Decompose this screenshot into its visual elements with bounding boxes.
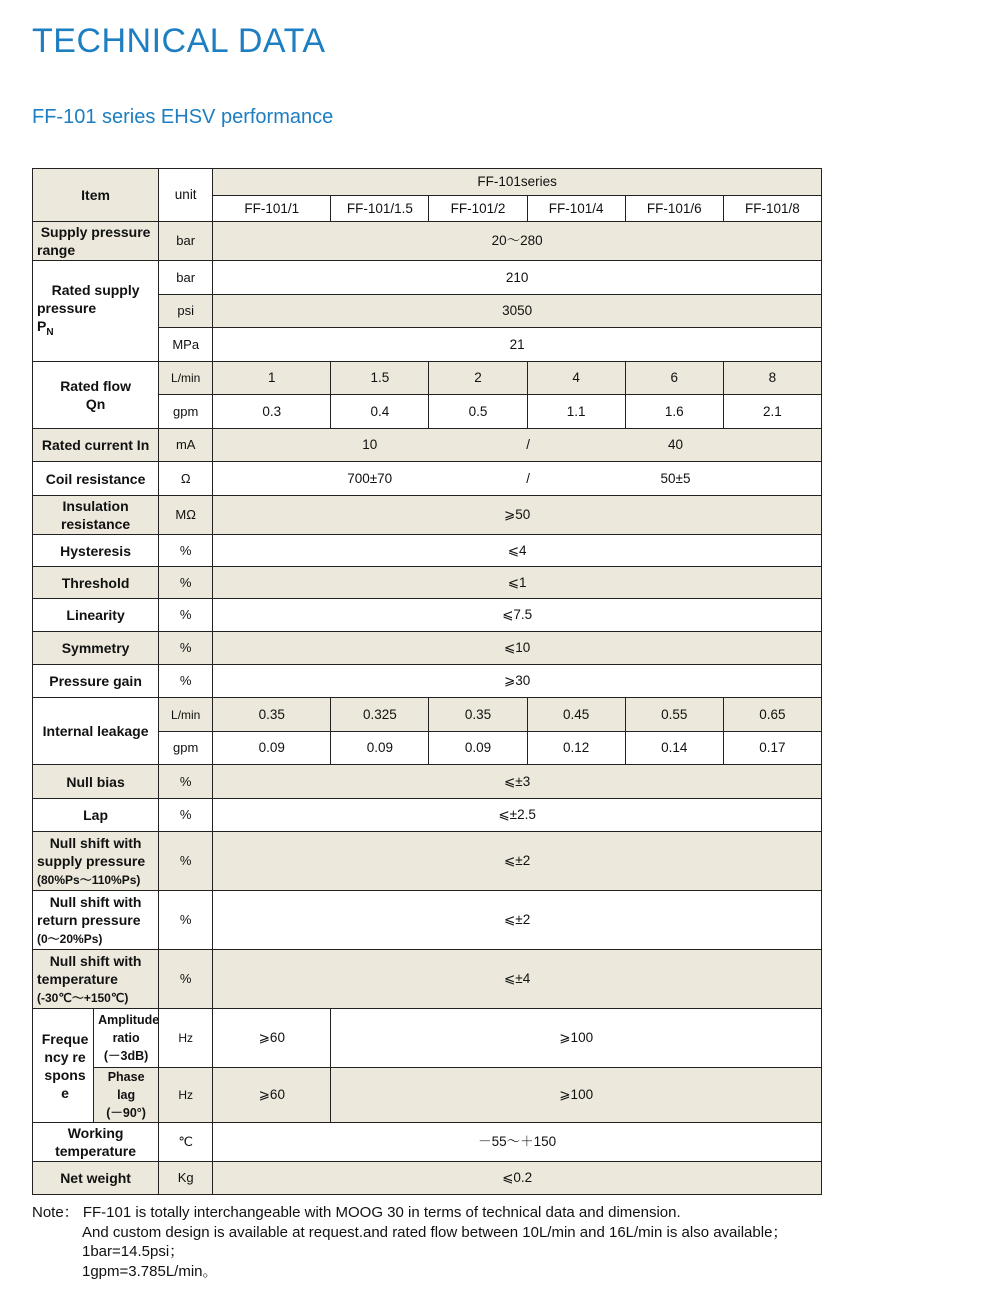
row-unit: gpm	[159, 395, 213, 429]
cell-value: 0.45	[527, 698, 625, 732]
cell-value: 8	[723, 362, 821, 395]
row-value: ⩽0.2	[213, 1162, 822, 1195]
table-row	[33, 632, 822, 665]
note-line: 1gpm=3.785L/min。	[82, 1262, 218, 1280]
row-value: 40	[667, 437, 683, 452]
row-value: 10	[362, 437, 378, 452]
cell-value: 0.4	[331, 395, 429, 429]
table-row	[33, 832, 822, 891]
row-unit: Kg	[159, 1162, 213, 1195]
cell-value: 0.3	[213, 395, 331, 429]
row-unit: MΩ	[159, 496, 213, 535]
cell-value: 4	[527, 362, 625, 395]
cell-value: 1.1	[527, 395, 625, 429]
row-separator: /	[526, 437, 530, 452]
row-label: Working temperature	[33, 1123, 159, 1162]
cell-value: 2.1	[723, 395, 821, 429]
table-row	[33, 1068, 822, 1123]
cell-value: 0.09	[429, 732, 527, 765]
row-label: Pressure gain	[33, 665, 159, 698]
row-value: ⩾30	[213, 665, 822, 698]
row-value: ⩽4	[213, 535, 822, 567]
technical-data-table	[32, 168, 822, 1195]
row-value: ⩽1	[213, 567, 822, 599]
row-value: －55～＋150	[213, 1123, 822, 1162]
row-label-null-shift-return	[33, 891, 159, 950]
row-unit: L/min	[159, 362, 213, 395]
row-label: Qn	[85, 396, 106, 412]
table-row	[33, 496, 822, 535]
table-row	[33, 599, 822, 632]
row-value: ⩽±2.5	[213, 799, 822, 832]
row-label-amplitude	[94, 1009, 159, 1068]
row-unit: %	[159, 535, 213, 567]
row-label-rated-flow	[33, 362, 159, 429]
row-unit: Ω	[159, 462, 213, 496]
row-value: ⩽±2	[213, 891, 822, 950]
row-unit: %	[159, 567, 213, 599]
table-row	[33, 462, 822, 496]
row-unit: Hz	[159, 1068, 213, 1123]
header-model: FF-101/6	[625, 196, 723, 222]
row-value: 3050	[213, 295, 822, 328]
row-label-sub: (80%Ps～110%Ps)	[37, 872, 141, 887]
row-value: ⩽±3	[213, 765, 822, 799]
page-subtitle: FF-101 series EHSV performance	[32, 106, 334, 128]
row-value: 20～280	[213, 222, 822, 261]
header-model: FF-101/1.5	[331, 196, 429, 222]
cell-value: 0.5	[429, 395, 527, 429]
row-value: ⩽±4	[213, 950, 822, 1009]
cell-value: 1.6	[625, 395, 723, 429]
table-row	[33, 765, 822, 799]
header-unit: unit	[159, 169, 213, 222]
note-line: 1bar=14.5psi；	[82, 1243, 185, 1260]
page-title: TECHNICAL DATA	[32, 22, 326, 60]
row-unit: %	[159, 765, 213, 799]
cell-value: 1	[213, 362, 331, 395]
row-unit: %	[159, 832, 213, 891]
table-row	[33, 891, 822, 950]
row-label: Frequency response	[33, 1009, 94, 1123]
row-unit: psi	[159, 295, 213, 328]
row-value: ⩾50	[213, 496, 822, 535]
header-series: FF-101series	[213, 169, 822, 196]
row-label: Coil resistance	[33, 462, 159, 496]
header-model: FF-101/4	[527, 196, 625, 222]
cell-value: 6	[625, 362, 723, 395]
table-row	[33, 222, 822, 261]
cell-value: 0.35	[213, 698, 331, 732]
row-label: Hysteresis	[33, 535, 159, 567]
cell-value: 0.325	[331, 698, 429, 732]
row-label: Rated flow	[60, 378, 131, 394]
header-model: FF-101/2	[429, 196, 527, 222]
note-block	[32, 1203, 787, 1281]
row-label: Internal leakage	[33, 698, 159, 765]
note-prefix: Note：	[32, 1204, 79, 1221]
row-unit: bar	[159, 261, 213, 295]
cell-value: 0.65	[723, 698, 821, 732]
table-row	[33, 950, 822, 1009]
header-item: Item	[33, 169, 159, 222]
row-label-sub: (－3dB)	[103, 1049, 149, 1063]
table-row	[33, 1123, 822, 1162]
cell-value: 2	[429, 362, 527, 395]
row-label: Null shift with supply pressure	[37, 834, 146, 869]
table-row	[33, 1162, 822, 1195]
cell-value: 0.09	[213, 732, 331, 765]
cell-value: 0.35	[429, 698, 527, 732]
table-header-row	[33, 169, 822, 196]
row-value: 21	[213, 328, 822, 362]
row-label: Threshold	[33, 567, 159, 599]
row-value: 50±5	[660, 470, 691, 486]
row-label: Symmetry	[33, 632, 159, 665]
row-value-split	[213, 429, 822, 462]
row-value-split	[213, 462, 822, 496]
cell-value: ⩾60	[213, 1009, 331, 1068]
table-row	[33, 567, 822, 599]
row-label-symbol: P	[37, 317, 47, 334]
row-label: Lap	[33, 799, 159, 832]
row-label: Amplitude ratio	[98, 1013, 160, 1045]
row-label: Insulation resistance	[33, 496, 159, 535]
cell-value: 0.12	[527, 732, 625, 765]
row-unit: %	[159, 632, 213, 665]
row-value: ⩽±2	[213, 832, 822, 891]
note-line	[32, 1203, 787, 1223]
table-row	[33, 1009, 822, 1068]
row-label: Supply pressure range	[33, 222, 159, 261]
row-label: Null shift with temperature	[37, 952, 142, 987]
cell-value: 0.09	[331, 732, 429, 765]
header-model: FF-101/8	[723, 196, 821, 222]
cell-value: ⩾100	[331, 1009, 822, 1068]
row-unit: bar	[159, 222, 213, 261]
row-unit: gpm	[159, 732, 213, 765]
note-line: And custom design is available at request.and rated flow between 10L/min and 16L/min is also available；	[82, 1223, 788, 1241]
table-row	[33, 261, 822, 295]
row-label: Linearity	[33, 599, 159, 632]
row-label: Null bias	[33, 765, 159, 799]
row-unit: %	[159, 599, 213, 632]
table-row	[33, 362, 822, 395]
row-unit: %	[159, 665, 213, 698]
row-separator: /	[526, 470, 530, 486]
row-label: Rated current In	[33, 429, 159, 462]
row-label: Null shift with return pressure	[37, 893, 142, 928]
cell-value: 0.17	[723, 732, 821, 765]
table-row	[33, 535, 822, 567]
row-unit: %	[159, 799, 213, 832]
row-unit: L/min	[159, 698, 213, 732]
cell-value: 0.14	[625, 732, 723, 765]
row-label-rated-supply-pressure	[33, 261, 159, 362]
header-model: FF-101/1	[213, 196, 331, 222]
table-row	[33, 799, 822, 832]
row-label-sub: (-30℃～+150℃)	[37, 990, 129, 1005]
table-row	[33, 665, 822, 698]
row-unit: Hz	[159, 1009, 213, 1068]
row-unit: %	[159, 891, 213, 950]
row-label-sub: (－90°)	[106, 1106, 146, 1120]
row-label-subscript: N	[46, 326, 54, 338]
cell-value: ⩾100	[331, 1068, 822, 1123]
row-label-null-shift-temperature	[33, 950, 159, 1009]
row-unit: MPa	[159, 328, 213, 362]
row-value: 700±70	[347, 470, 393, 486]
row-unit: %	[159, 950, 213, 1009]
cell-value: 1.5	[331, 362, 429, 395]
cell-value: 0.55	[625, 698, 723, 732]
row-unit: mA	[159, 429, 213, 462]
row-value: ⩽7.5	[213, 599, 822, 632]
row-value: ⩽10	[213, 632, 822, 665]
note-text: FF-101 is totally interchangeable with MOOG 30 in terms of technical data and dimension.	[82, 1204, 681, 1221]
table-row	[33, 698, 822, 732]
row-value: 210	[213, 261, 822, 295]
row-label-phase	[94, 1068, 159, 1123]
row-label: Rated supply pressure	[37, 281, 140, 316]
table-row	[33, 429, 822, 462]
row-label-null-shift-supply	[33, 832, 159, 891]
row-label: Net weight	[33, 1162, 159, 1195]
row-unit: ℃	[159, 1123, 213, 1162]
row-label: Phase lag	[107, 1070, 145, 1102]
cell-value: ⩾60	[213, 1068, 331, 1123]
row-label-sub: (0～20%Ps)	[37, 931, 103, 946]
